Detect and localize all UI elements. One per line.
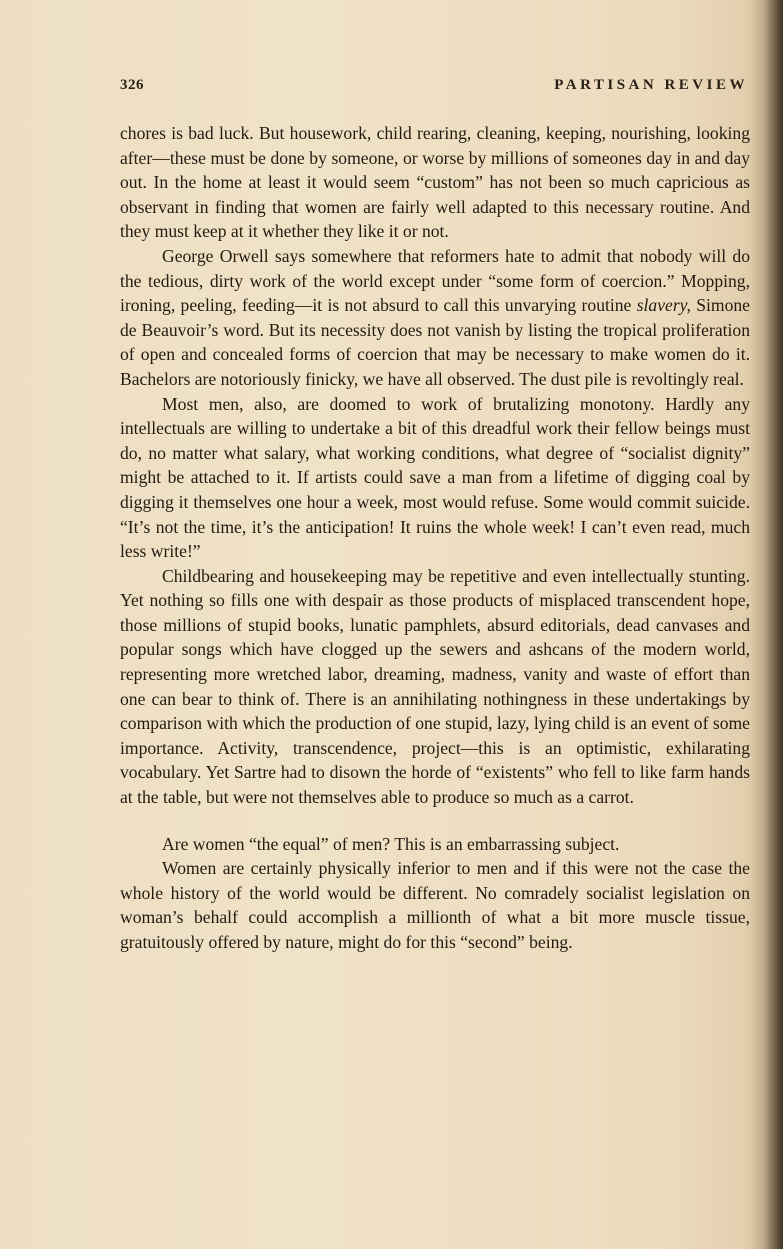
body-text xyxy=(120,121,750,955)
page-header xyxy=(120,77,748,101)
paragraph-2-text-after: Simone de Beauvoir’s word. But its necessity does not vanish by listing the tropical proliferation of open and concealed forms of coercion that may be necessary to make women do it. Bachelors are notoriously finicky, we have all observed. The dust pile is revoltingly real. xyxy=(120,295,750,389)
paragraph-4: Childbearing and housekeeping may be repetitive and even intellectually stunting. Yet nothing so fills one with despair as those products of misplaced transcendent hope, those millions of stupid books, lunatic pamphlets, absurd editorials, dead canvases and popular songs which have clogged up the sewers and ashcans of the modern world, representing more wretched labor, dreaming, madness, vanity and waste of effort than one can bear to think of. There is an annihilating nothingness in these undertakings by comparison with which the production of one stupid, lazy, lying child is an event of some importance. Activity, transcendence, project—this is an optimistic, exhilarating vocabulary. Yet Sartre had to disown the horde of “existents” who fell to like farm hands at the table, but were not themselves able to produce so much as a carrot. xyxy=(120,565,750,808)
paragraph-6: Women are certainly physically inferior to men and if this were not the case the whole history of the world would be different. No comradely socialist legislation on woman’s behalf could accomplish a millionth of what a bit more muscle tissue, gratuitously offered by nature, might do for this “second” being. xyxy=(120,858,750,952)
paragraph-2 xyxy=(120,244,750,392)
paragraph-2-text-before: George Orwell says somewhere that reformers hate to admit that nobody will do the tedious, dirty work of the world except under “some form of coercion.” Mopping, ironing, peeling, feeding—it is not absurd to call this unvarying routine xyxy=(120,245,750,316)
paragraph-2-italic-word: slavery, xyxy=(636,295,691,316)
paragraph-1: chores is bad luck. But housework, child rearing, cleaning, keeping, nourishing, looking after—these must be done by someone, or worse by millions of someones day in and day out. In the home at least it would seem “custom” has not been so much capricious as observant in finding that women are fairly well adapted to this necessary routine. And they must keep at it whether they like it or not. xyxy=(120,123,750,242)
running-head: PARTISAN REVIEW xyxy=(554,77,748,93)
paragraph-3: Most men, also, are doomed to work of brutalizing monotony. Hardly any intellectuals are willing to undertake a bit of this dreadful work their fellow beings must do, no matter what salary, what working conditions, what degree of “socialist dignity” might be attached to it. If artists could save a man from a lifetime of digging coal by digging it themselves one hour a week, most would refuse. Some would commit suicide. “It’s not the time, it’s the anticipation! It ruins the whole week! I can’t even read, much less write!” xyxy=(120,393,750,562)
page-number: 326 xyxy=(120,77,144,93)
page-binding-shadow xyxy=(751,0,783,1249)
paragraph-5: Are women “the equal” of men? This is an embarrassing subject. xyxy=(162,833,620,854)
